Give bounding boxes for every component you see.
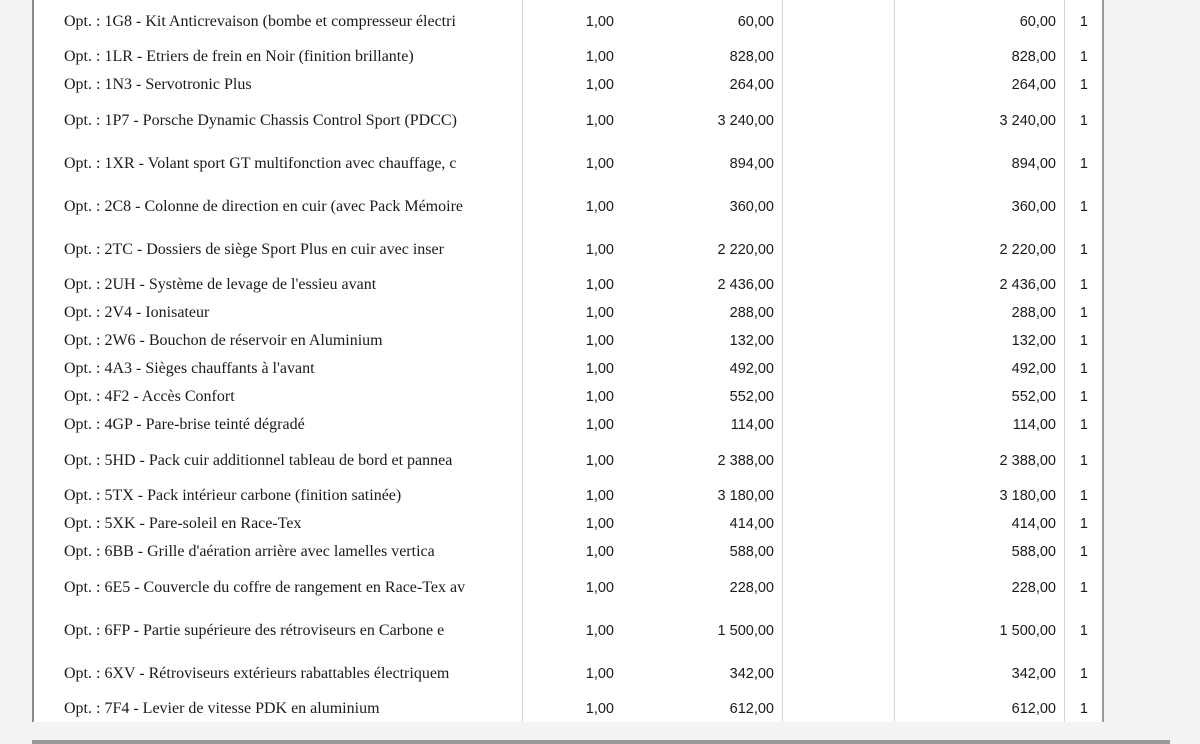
total-price-cell: 264,00 bbox=[1011, 77, 1056, 93]
unit-price-cell: 1 500,00 bbox=[717, 622, 774, 639]
option-description: Opt. : 2TC - Dossiers de siège Sport Plus en cuir avec inser bbox=[64, 240, 444, 258]
unit-price-cell: 552,00 bbox=[729, 389, 774, 405]
option-description: Opt. : 1LR - Etriers de frein en Noir (finition brillante) bbox=[64, 48, 414, 65]
table-row bbox=[34, 185, 1102, 228]
total-price-cell: 612,00 bbox=[1011, 701, 1056, 717]
table-row bbox=[34, 355, 1102, 383]
unit-price-cell: 132,00 bbox=[729, 333, 774, 349]
total-price-cell: 60,00 bbox=[1019, 13, 1056, 30]
count-cell: 1 bbox=[1079, 389, 1088, 405]
count-cell: 1 bbox=[1079, 417, 1088, 433]
table-row bbox=[34, 99, 1102, 142]
unit-price-cell: 228,00 bbox=[729, 579, 774, 596]
total-price-cell: 342,00 bbox=[1011, 665, 1056, 682]
table-row bbox=[34, 299, 1102, 327]
total-price-cell: 228,00 bbox=[1011, 579, 1056, 596]
unit-price-cell: 2 388,00 bbox=[717, 452, 774, 469]
count-cell: 1 bbox=[1079, 516, 1088, 532]
count-cell: 1 bbox=[1079, 333, 1088, 349]
count-cell: 1 bbox=[1079, 361, 1088, 377]
count-cell: 1 bbox=[1079, 198, 1088, 215]
total-price-cell: 114,00 bbox=[1012, 417, 1056, 433]
total-price-cell: 552,00 bbox=[1011, 389, 1056, 405]
unit-price-cell: 2 220,00 bbox=[717, 241, 774, 258]
quantity-cell: 1,00 bbox=[585, 701, 614, 717]
unit-price-cell: 612,00 bbox=[729, 701, 774, 717]
option-description: Opt. : 6XV - Rétroviseurs extérieurs rabattables électriquem bbox=[64, 664, 450, 682]
table-row bbox=[34, 695, 1102, 723]
table-row bbox=[34, 482, 1102, 510]
table-row bbox=[34, 327, 1102, 355]
count-cell: 1 bbox=[1079, 305, 1088, 321]
quantity-cell: 1,00 bbox=[585, 155, 614, 172]
unit-price-cell: 60,00 bbox=[737, 13, 774, 30]
quantity-cell: 1,00 bbox=[585, 49, 614, 65]
option-description: Opt. : 1G8 - Kit Anticrevaison (bombe et compresseur électri bbox=[64, 12, 456, 30]
option-description: Opt. : 2V4 - Ionisateur bbox=[64, 304, 210, 321]
table-row bbox=[34, 566, 1102, 609]
table-row bbox=[34, 71, 1102, 99]
total-price-cell: 132,00 bbox=[1011, 333, 1056, 349]
option-description: Opt. : 5HD - Pack cuir additionnel tableau de bord et pannea bbox=[64, 451, 453, 469]
count-cell: 1 bbox=[1079, 13, 1088, 30]
unit-price-cell: 492,00 bbox=[729, 361, 774, 377]
quantity-cell: 1,00 bbox=[585, 241, 614, 258]
option-description: Opt. : 5TX - Pack intérieur carbone (finition satinée) bbox=[64, 487, 402, 504]
options-table bbox=[34, 0, 1102, 723]
option-description: Opt. : 6E5 - Couvercle du coffre de rangement en Race-Tex av bbox=[64, 578, 466, 596]
unit-price-cell: 360,00 bbox=[729, 198, 774, 215]
total-price-cell: 492,00 bbox=[1011, 361, 1056, 377]
quantity-cell: 1,00 bbox=[585, 452, 614, 469]
option-description: Opt. : 2UH - Système de levage de l'essieu avant bbox=[64, 276, 377, 293]
count-cell: 1 bbox=[1079, 665, 1088, 682]
count-cell: 1 bbox=[1079, 77, 1088, 93]
option-description: Opt. : 4F2 - Accès Confort bbox=[64, 388, 235, 405]
quantity-cell: 1,00 bbox=[585, 417, 614, 433]
table-row bbox=[34, 439, 1102, 482]
quantity-cell: 1,00 bbox=[585, 361, 614, 377]
count-cell: 1 bbox=[1079, 579, 1088, 596]
option-description: Opt. : 7F4 - Levier de vitesse PDK en aluminium bbox=[64, 700, 380, 717]
page-bottom-edge bbox=[32, 740, 1170, 744]
quantity-cell: 1,00 bbox=[585, 305, 614, 321]
quantity-cell: 1,00 bbox=[585, 77, 614, 93]
option-description: Opt. : 2C8 - Colonne de direction en cuir (avec Pack Mémoire bbox=[64, 197, 463, 215]
quantity-cell: 1,00 bbox=[585, 488, 614, 504]
unit-price-cell: 3 240,00 bbox=[717, 112, 774, 129]
total-price-cell: 414,00 bbox=[1011, 516, 1056, 532]
unit-price-cell: 828,00 bbox=[729, 49, 774, 65]
total-price-cell: 2 436,00 bbox=[999, 277, 1056, 293]
quantity-cell: 1,00 bbox=[585, 198, 614, 215]
unit-price-cell: 3 180,00 bbox=[717, 488, 774, 504]
total-price-cell: 3 180,00 bbox=[999, 488, 1056, 504]
option-description: Opt. : 6BB - Grille d'aération arrière avec lamelles vertica bbox=[64, 543, 435, 560]
unit-price-cell: 414,00 bbox=[729, 516, 774, 532]
option-description: Opt. : 5XK - Pare-soleil en Race-Tex bbox=[64, 515, 302, 532]
option-description: Opt. : 1XR - Volant sport GT multifonction avec chauffage, c bbox=[64, 154, 457, 172]
count-cell: 1 bbox=[1079, 112, 1088, 129]
table-row bbox=[34, 383, 1102, 411]
table-row bbox=[34, 271, 1102, 299]
count-cell: 1 bbox=[1079, 544, 1088, 560]
table-row bbox=[34, 43, 1102, 71]
total-price-cell: 1 500,00 bbox=[999, 622, 1056, 639]
table-row bbox=[34, 510, 1102, 538]
count-cell: 1 bbox=[1079, 277, 1088, 293]
quantity-cell: 1,00 bbox=[585, 112, 614, 129]
count-cell: 1 bbox=[1079, 701, 1088, 717]
count-cell: 1 bbox=[1079, 49, 1088, 65]
table-row bbox=[34, 0, 1102, 43]
table-row bbox=[34, 538, 1102, 566]
quantity-cell: 1,00 bbox=[585, 277, 614, 293]
option-description: Opt. : 4A3 - Sièges chauffants à l'avant bbox=[64, 360, 315, 377]
total-price-cell: 588,00 bbox=[1011, 544, 1056, 560]
count-cell: 1 bbox=[1079, 241, 1088, 258]
unit-price-cell: 264,00 bbox=[729, 77, 774, 93]
table-row bbox=[34, 142, 1102, 185]
option-description: Opt. : 6FP - Partie supérieure des rétroviseurs en Carbone e bbox=[64, 621, 445, 639]
total-price-cell: 828,00 bbox=[1011, 49, 1056, 65]
unit-price-cell: 114,00 bbox=[730, 417, 774, 433]
table-row bbox=[34, 228, 1102, 271]
quantity-cell: 1,00 bbox=[585, 579, 614, 596]
table-row bbox=[34, 609, 1102, 652]
quantity-cell: 1,00 bbox=[585, 333, 614, 349]
count-cell: 1 bbox=[1079, 488, 1088, 504]
total-price-cell: 288,00 bbox=[1011, 305, 1056, 321]
unit-price-cell: 894,00 bbox=[729, 155, 774, 172]
option-description: Opt. : 4GP - Pare-brise teinté dégradé bbox=[64, 416, 305, 433]
count-cell: 1 bbox=[1079, 622, 1088, 639]
quantity-cell: 1,00 bbox=[585, 544, 614, 560]
total-price-cell: 2 220,00 bbox=[999, 241, 1056, 258]
unit-price-cell: 342,00 bbox=[729, 665, 774, 682]
count-cell: 1 bbox=[1079, 452, 1088, 469]
quantity-cell: 1,00 bbox=[585, 665, 614, 682]
option-description: Opt. : 1P7 - Porsche Dynamic Chassis Control Sport (PDCC) bbox=[64, 111, 457, 129]
total-price-cell: 3 240,00 bbox=[999, 112, 1056, 129]
count-cell: 1 bbox=[1079, 155, 1088, 172]
table-row bbox=[34, 411, 1102, 439]
quantity-cell: 1,00 bbox=[585, 516, 614, 532]
total-price-cell: 360,00 bbox=[1011, 198, 1056, 215]
total-price-cell: 2 388,00 bbox=[999, 452, 1056, 469]
quantity-cell: 1,00 bbox=[585, 389, 614, 405]
table-row bbox=[34, 652, 1102, 695]
unit-price-cell: 288,00 bbox=[729, 305, 774, 321]
total-price-cell: 894,00 bbox=[1011, 155, 1056, 172]
quantity-cell: 1,00 bbox=[585, 622, 614, 639]
quantity-cell: 1,00 bbox=[585, 13, 614, 30]
option-description: Opt. : 1N3 - Servotronic Plus bbox=[64, 76, 252, 93]
unit-price-cell: 588,00 bbox=[729, 544, 774, 560]
unit-price-cell: 2 436,00 bbox=[717, 277, 774, 293]
option-description: Opt. : 2W6 - Bouchon de réservoir en Aluminium bbox=[64, 332, 383, 349]
invoice-page bbox=[32, 0, 1104, 722]
